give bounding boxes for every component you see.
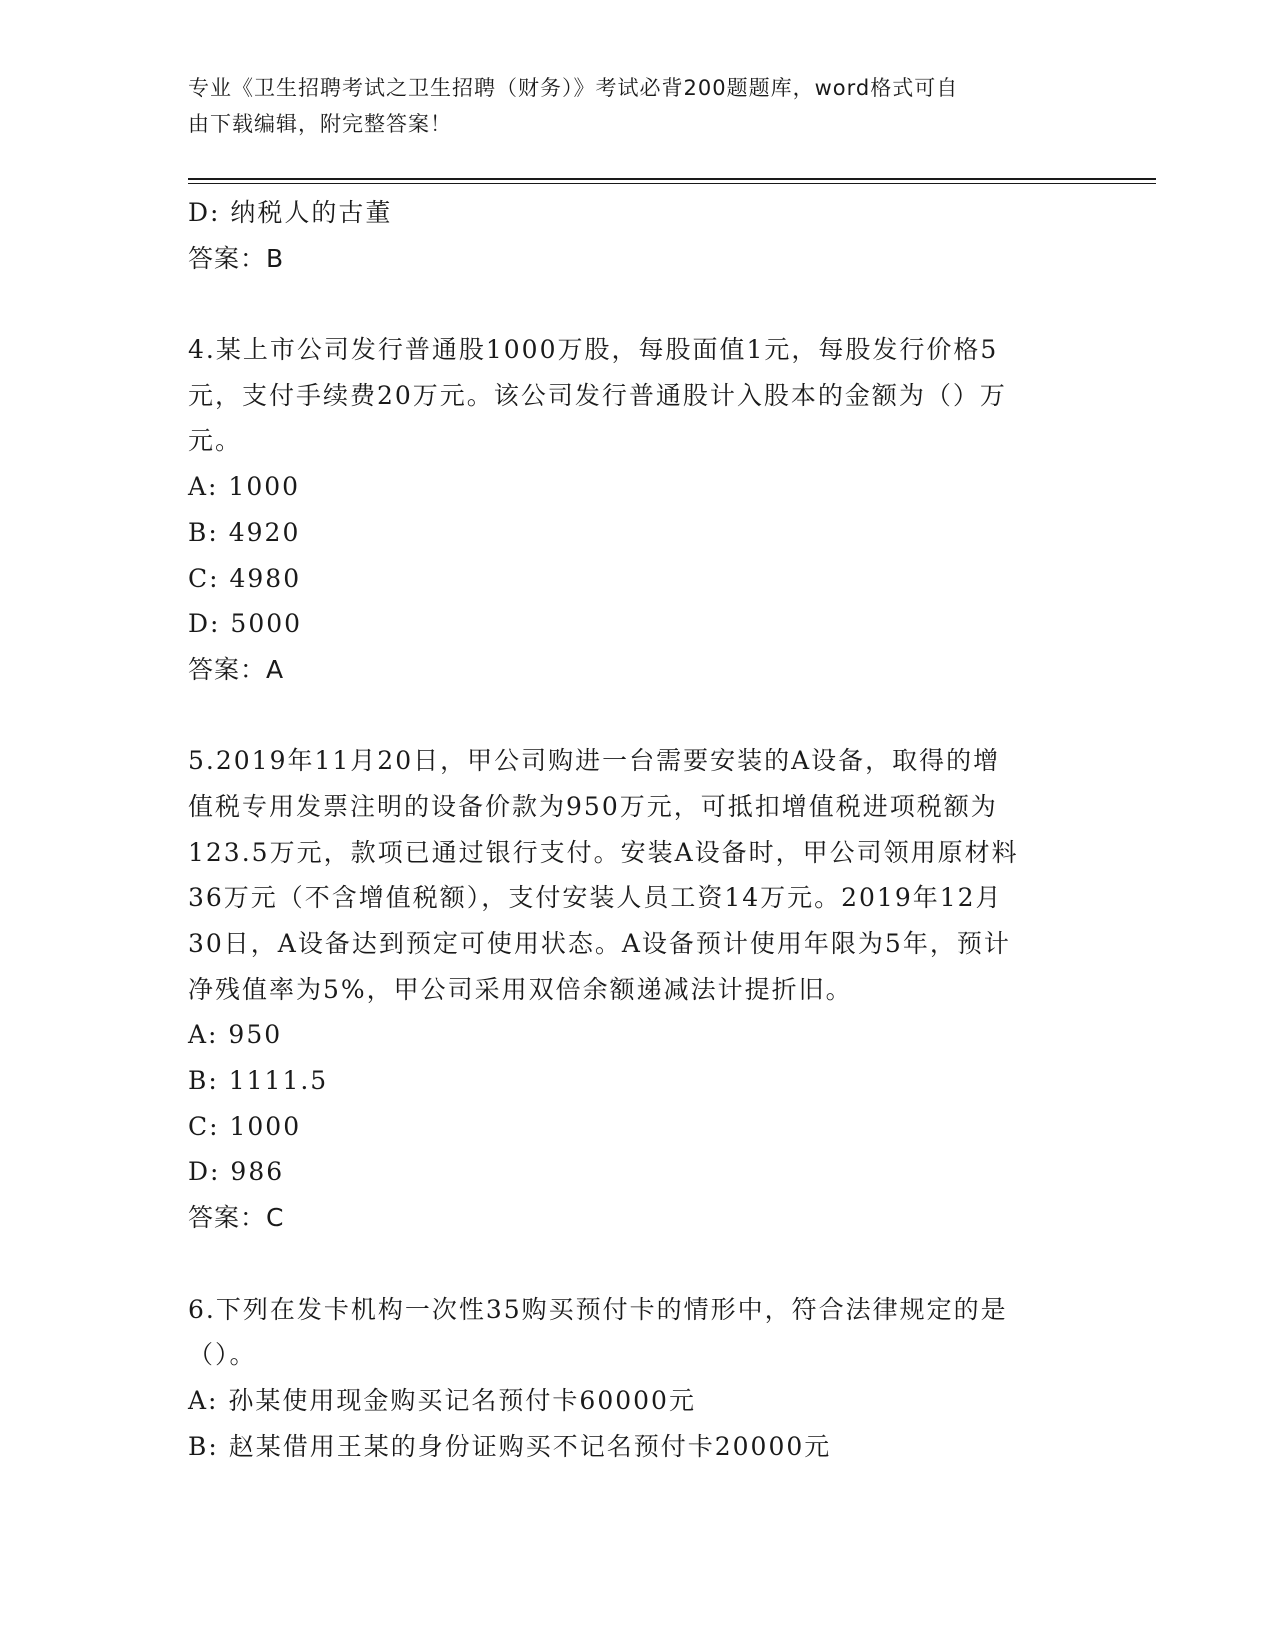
spacer xyxy=(188,693,1088,739)
header-divider-thin xyxy=(188,183,1156,184)
question-6 xyxy=(188,1287,1088,1470)
option-d: D: 纳税人的古董 xyxy=(188,198,393,227)
header-divider-thick xyxy=(188,178,1156,180)
header-line-1: 专业《卫生招聘考试之卫生招聘（财务）》考试必背200题题库，word格式可自 xyxy=(188,76,959,100)
question-5 xyxy=(188,738,1088,1241)
spacer xyxy=(188,281,1088,327)
option-b: B: 赵某借用王某的身份证购买不记名预付卡20000元 xyxy=(188,1431,832,1461)
question-text: 5.2019年11月20日，甲公司购进一台需要安装的A设备，取得的增 xyxy=(188,746,1001,776)
document-header xyxy=(188,70,1068,142)
option-a: A: 孙某使用现金购买记名预付卡60000元 xyxy=(188,1385,696,1415)
option-a: A: 1000 xyxy=(188,472,301,502)
question-text: 4.某上市公司发行普通股1000万股，每股面值1元，每股发行价格5 xyxy=(188,335,999,365)
option-c: C: 4980 xyxy=(188,563,302,593)
question-text: 6.下列在发卡机构一次性35购买预付卡的情形中，符合法律规定的是 xyxy=(188,1294,1008,1324)
option-c: C: 1000 xyxy=(188,1111,302,1141)
answer-line: 答案：A xyxy=(188,654,285,684)
question-text: 净残值率为5%，甲公司采用双倍余额递减法计提折旧。 xyxy=(188,974,853,1004)
question-text: 30日，A设备达到预定可使用状态。A设备预计使用年限为5年，预计 xyxy=(188,929,1011,958)
spacer xyxy=(188,1241,1088,1287)
question-text: 元，支付手续费20万元。该公司发行普通股计入股本的金额为（）万 xyxy=(188,380,1007,410)
answer-line: 答案：B xyxy=(188,243,285,273)
question-4 xyxy=(188,327,1088,693)
answer-line: 答案：C xyxy=(188,1203,285,1233)
option-d: D: 5000 xyxy=(188,609,303,639)
question-text: 元。 xyxy=(188,426,243,456)
question-text: 36万元（不含增值税额），支付安装人员工资14万元。2019年12月 xyxy=(188,883,1003,913)
header-line-2: 由下载编辑，附完整答案！ xyxy=(188,112,452,136)
option-b: B: 1111.5 xyxy=(188,1066,329,1096)
option-d: D: 986 xyxy=(188,1157,285,1187)
question-text: 123.5万元，款项已通过银行支付。安装A设备时，甲公司领用原材料 xyxy=(188,837,1019,867)
previous-question-tail xyxy=(188,190,1088,281)
option-a: A: 950 xyxy=(188,1020,283,1050)
document-body xyxy=(188,190,1088,1469)
option-b: B: 4920 xyxy=(188,517,301,547)
question-text: （）。 xyxy=(188,1340,257,1370)
question-text: 值税专用发票注明的设备价款为950万元，可抵扣增值税进项税额为 xyxy=(188,791,998,821)
